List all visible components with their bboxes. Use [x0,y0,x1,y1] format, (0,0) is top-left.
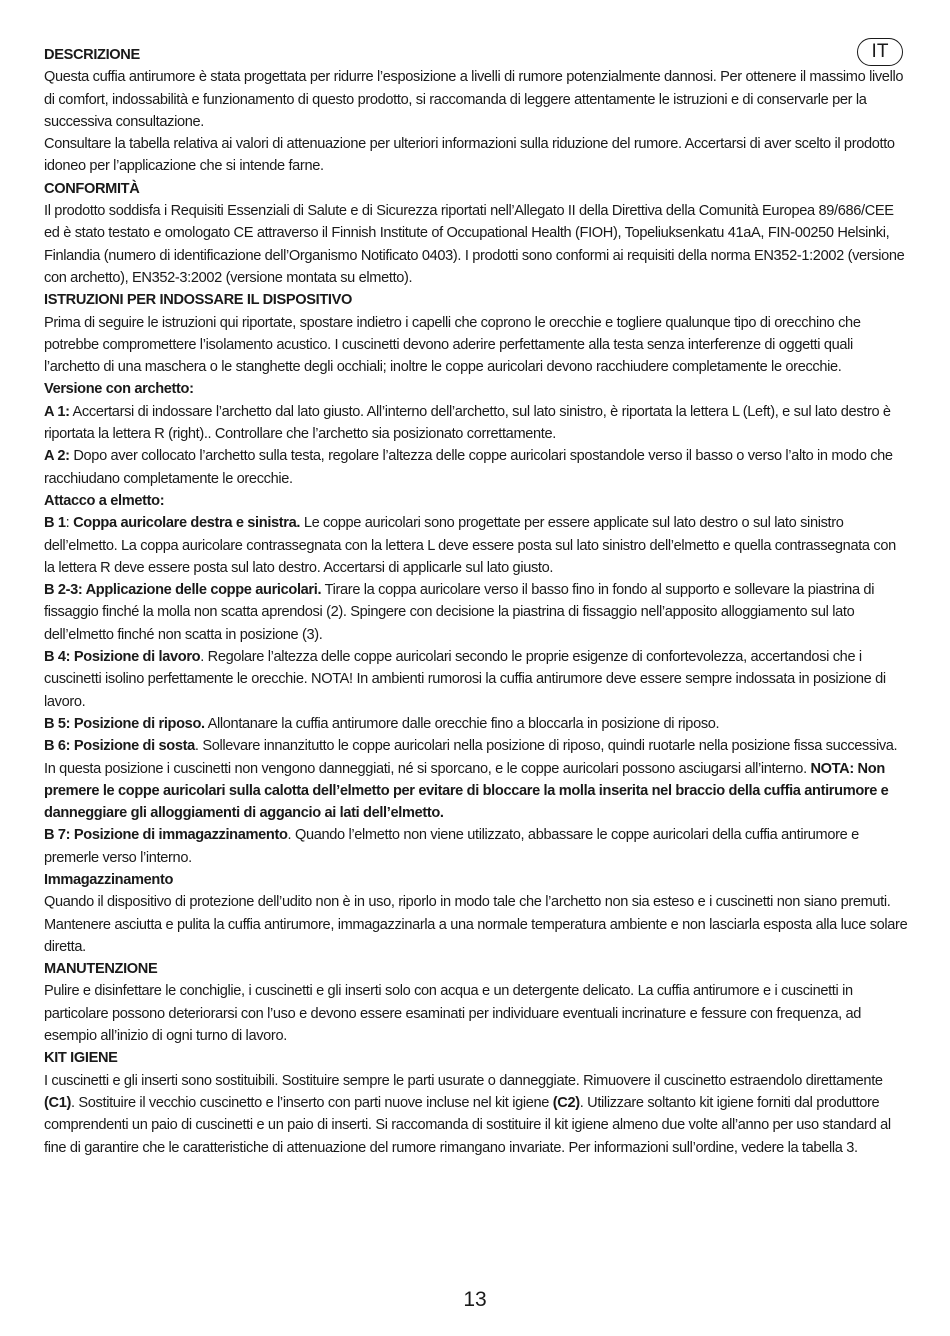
language-badge: IT [857,38,903,66]
step-a2 [44,445,910,490]
step-text: Allontanare la cuffia antirumore dalle orecchie fino a bloccarla in posizione di riposo. [204,715,720,732]
step-label: B 1 [44,515,66,532]
paragraph: Il prodotto soddisfa i Requisiti Essenziali di Salute e di Sicurezza riportati nell’Allegato II della Direttiva della Comunità Europea 89/686/CEE ed è stato testato e omologato CE attraverso il Finnish Institute of Occupational Health (FIOH), Topeliuksenkatu 41aA, FIN-00250 Helsinki, Finlandia (numero di identificazione dell’Organismo Notificato 0403). I prodotti sono conformi ai requisiti della norma EN352-1:2002 (versione con archetto), EN352-3:2002 (versione montata su elmetto). [44,203,905,286]
step-note: NOTA: Non premere le coppe auricolari sulla calotta dell’elmetto per evitare di bloccare la molla inserita nel braccio della cuffia antirumore e danneggiare gli alloggiamenti di aggancio ai lati dell’elmetto. [44,760,889,822]
step-text: . Sollevare innanzitutto le coppe auricolari nella posizione di riposo, quindi ruotarle nella posizione fissa successiva. In questa posizione i cuscinetti non vengono danneggiati, né si sporcano, e le coppe auricolari possono asciugarsi all’interno. [44,738,898,777]
step-label: A 2: [44,448,70,465]
step-b1 [44,512,910,579]
section-heading: CONFORMITÀ [44,180,140,197]
paragraph [44,1070,910,1159]
section-istruzioni [44,289,910,869]
step-b7 [44,824,910,869]
step-title: B 5: Posizione di riposo. [44,715,205,732]
step-text: Le coppe auricolari sono progettate per essere applicate sul lato destro o sul lato sinistro dell’elmetto. La coppa auricolare contrassegnata con la lettera L deve essere posta sul lato sinistro dell’elmetto e quella contrassegnata con la lettera R deve essere posta sul lato destro. Accertarsi di applicarle sul lato giusto. [44,515,896,576]
figure-ref-c1: (C1) [44,1094,71,1111]
step-b6 [44,735,910,824]
step-text: Accertarsi di indossare l’archetto dal lato giusto. All’interno dell’archetto, sul lato sinistro, è riportata la lettera L (Left), e sul lato destro è riportata la lettera R (right).. Controllare che l’archetto sia posizionato correttamente. [44,403,891,443]
document-page [44,44,910,1159]
subsection-heading: Immagazzinamento [44,871,174,888]
step-title: B 4: Posizione di lavoro [44,649,201,666]
text-run: I cuscinetti e gli inserti sono sostituibili. Sostituire sempre le parti usurate o danneggiate. Rimuovere il cuscinetto estraendolo direttamente [44,1072,883,1089]
subsection-heading-archetto: Versione con archetto: [44,381,194,398]
step-text: Tirare la coppa auricolare verso il basso fino in fondo al supporto e sollevare la piastrina di fissaggio finché la molla non scatta aprendosi (2). Spingere con decisione la piastrina di fissaggio nell’apposito alloggiamento sul lato dell’elmetto finché non scatta in posizione (3). [44,582,875,643]
paragraph: Questa cuffia antirumore è stata progettata per ridurre l’esposizione a livelli di rumore potenzialmente dannosi. Per ottenere il massimo livello di comfort, indossabilità e funzionamento di questo prodotto, si raccomanda di leggere attentamente le istruzioni e di conservarle per la successiva consultazione. [44,69,904,130]
section-heading: KIT IGIENE [44,1050,118,1067]
section-immagazzinamento [44,869,910,958]
paragraph: Prima di seguire le istruzioni qui riportate, spostare indietro i capelli che coprono le orecchie e togliere qualunque tipo di orecchino che potrebbe compromettere l’isolamento acustico. I cuscinetti devono aderire perfettamente alla testa senza interferenze di oggetti quali l’archetto di una maschera o le stanghette degli occhiali; inoltre le coppe auricolari devono racchiudere completamente le orecchie. [44,314,861,376]
step-b2-3 [44,579,910,646]
paragraph: Consultare la tabella relativa ai valori di attenuazione per ulteriori informazioni sulla riduzione del rumore. Accertarsi di aver scelto il prodotto idoneo per l’applicazione che si intende farne. [44,136,895,175]
section-heading: MANUTENZIONE [44,961,158,978]
section-heading: ISTRUZIONI PER INDOSSARE IL DISPOSITIVO [44,292,352,309]
step-title: B 7: Posizione di immagazzinamento [44,827,288,844]
text-run: . Utilizzare soltanto kit igiene forniti dal produttore comprendenti un paio di cuscinetti e un paio di inserti. Si raccomanda di sostituire il kit igiene almeno due volte all’anno per uso standard al fine di garantire che le caratteristiche di attenuazione del rumore rimangano invariate. Per informazioni sull’ordine, vedere la tabella 3. [44,1094,891,1156]
section-conformita [44,178,910,289]
step-text: Dopo aver collocato l’archetto sulla testa, regolare l’altezza delle coppe auricolari spostandole verso il basso o verso l’alto in modo che racchiudano completamente le orecchie. [44,448,893,487]
step-title: B 2-3: Applicazione delle coppe auricolari. [44,582,322,599]
step-label: A 1: [44,403,70,420]
step-b5 [44,713,910,735]
text-run: . Sostituire il vecchio cuscinetto e l’inserto con parti nuove incluse nel kit igiene [70,1094,553,1111]
section-descrizione [44,44,910,178]
step-colon: : [65,515,74,532]
paragraph: Pulire e disinfettare le conchiglie, i cuscinetti e gli inserti solo con acqua e un detergente delicato. La cuffia antirumore e i cuscinetti in particolare possono deteriorarsi con l’uso e devono essere esaminati per individuare eventuali incrinature e fessure con frequenza, ad esempio all’inizio di ogni turno di lavoro. [44,983,862,1045]
step-a1 [44,401,910,446]
page-number: 13 [463,1288,487,1311]
step-title: B 6: Posizione di sosta [44,738,195,755]
section-manutenzione [44,958,910,1047]
step-title: Coppa auricolare destra e sinistra. [73,515,301,532]
section-kit-igiene [44,1047,910,1158]
section-heading: DESCRIZIONE [44,47,140,63]
figure-ref-c2: (C2) [552,1094,580,1111]
step-b4 [44,646,910,713]
subsection-heading-elmetto: Attacco a elmetto: [44,492,165,509]
step-text: . Quando l’elmetto non viene utilizzato, abbassare le coppe auricolari della cuffia antirumore e premerle verso l’interno. [44,827,859,866]
paragraph: Quando il dispositivo di protezione dell’udito non è in uso, riporlo in modo tale che l’archetto non sia esteso e i cuscinetti non siano premuti. Mantenere asciutta e pulita la cuffia antirumore, immagazzinarla a una normale temperatura ambiente e non lasciarla esposta alla luce solare diretta. [44,894,908,955]
step-text: . Regolare l’altezza delle coppe auricolari secondo le proprie esigenze di confortevolezza, accertandosi che i cuscinetti isolino perfettamente le orecchie. NOTA! In ambienti rumorosi la cuffia antirumore deve essere sempre indossata in posizione di lavoro. [44,649,886,710]
